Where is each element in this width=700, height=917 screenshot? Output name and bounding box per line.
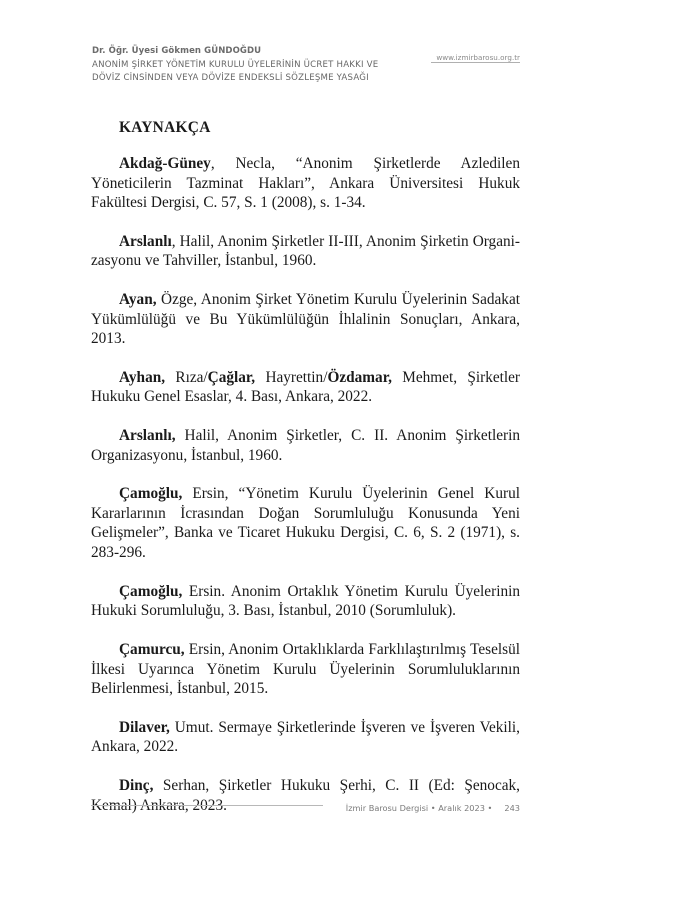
reference-author: Özdamar, <box>327 368 392 386</box>
reference-text: , Halil, Anonim Şirketler II-III, Anonim Şirketin Organizasyonu ve Tahviller, İstanbul, 1960. <box>91 232 520 270</box>
header-rule <box>431 62 520 63</box>
reference-text: Rıza/ <box>165 368 208 386</box>
reference-text: Mehmet, Şirketler Hukuku Genel Esaslar, 4. Bası, Ankara, 2022. <box>91 368 521 406</box>
page-number: 243 <box>504 803 520 813</box>
header-title-line-1: ANONİM ŞİRKET YÖNETİM KURULU ÜYELERİNİN ÜCRET HAKKI VE <box>92 60 379 70</box>
reference-text: Ersin, “Yönetim Kurulu Üyelerinin Genel Kurul Kararlarının İcrasından Doğan Sorumluluğu Konusunda Yeni Gelişmeler”, Banka ve Ticaret Hukuku Dergisi, C. 6, S. 2 (1971), s. 283-296. <box>91 485 520 561</box>
page-header <box>92 46 520 84</box>
reference-author: Çağlar, <box>207 368 256 386</box>
reference-entry <box>91 426 520 465</box>
reference-author: Ayhan, <box>119 368 166 386</box>
reference-entry <box>91 484 520 562</box>
reference-entry <box>91 290 520 349</box>
reference-author: Akdağ-Güney <box>119 155 211 172</box>
reference-text: Ersin. Anonim Ortaklık Yönetim Kurulu Üyelerinin Hukuki Sorumluluğu, 3. Bası, İstanbul, 2010 (Sorumluluk). <box>91 582 520 620</box>
reference-author: Dinç, <box>119 777 154 795</box>
reference-author: Çamoğlu, <box>119 582 183 600</box>
reference-text: Serhan, Şirketler Hukuku Şerhi, C. II (Ed: Şenocak, Kemal) Ankara, 2023. <box>91 777 520 814</box>
reference-entry <box>91 640 520 699</box>
footer-rule <box>91 805 323 806</box>
reference-entry <box>91 232 520 271</box>
reference-entry <box>91 582 520 621</box>
page-content <box>91 118 520 834</box>
page-footer <box>91 798 520 818</box>
reference-author: Ayan, <box>119 291 157 309</box>
reference-text: Özge, Anonim Şirket Yönetim Kurulu Üyelerinin Sadakat Yükümlülüğü ve Bu Yükümlülüğün İhlalinin Sonuçları, Ankara, 2013. <box>91 291 520 348</box>
header-author: Dr. Öğr. Üyesi Gökmen GÜNDOĞDU <box>92 46 262 56</box>
reference-text: Halil, Anonim Şirketler, C. II. Anonim Şirketlerin Organizasyonu, İstanbul, 1960. <box>91 427 520 464</box>
reference-text: Ersin, Anonim Ortaklıklarda Farklılaştırılmış Teselsül İlkesi Uyarınca Yönetim Kurulu Üyelerinin Sorumluluklarının Belirlenmesi, İstanbul, 2015. <box>91 641 520 698</box>
reference-text: Umut. Sermaye Şirketlerinde İşveren ve İşveren Vekili, Ankara, 2022. <box>91 718 520 756</box>
reference-text: , Necla, “Anonim Şirketlerde Azledilen Yöneticilerin Tazminat Hakları”, Ankara Üniversitesi Hukuk Fakültesi Dergisi, C. 57, S. 1 (2008), s. 1-34. <box>91 155 520 211</box>
reference-entry <box>91 718 520 757</box>
section-title: KAYNAKÇA <box>119 119 211 136</box>
reference-author: Arslanlı, <box>119 427 176 445</box>
footer-journal: İzmir Barosu Dergisi • Aralık 2023 • <box>345 803 493 813</box>
reference-entry <box>91 368 520 407</box>
reference-entry <box>91 154 520 213</box>
reference-text: Hayrettin/ <box>255 368 328 386</box>
header-title-line-2: DÖVİZ CİNSİNDEN VEYA DÖVİZE ENDEKSLİ SÖZLEŞME YASAĞI <box>92 72 369 83</box>
reference-author: Dilaver, <box>119 718 170 736</box>
footer-text <box>346 803 520 813</box>
reference-author: Arslanlı <box>119 232 172 250</box>
header-url: www.izmirbarosu.org.tr <box>436 53 520 62</box>
reference-author: Çamoğlu, <box>119 485 183 503</box>
reference-author: Çamurcu, <box>119 641 185 659</box>
